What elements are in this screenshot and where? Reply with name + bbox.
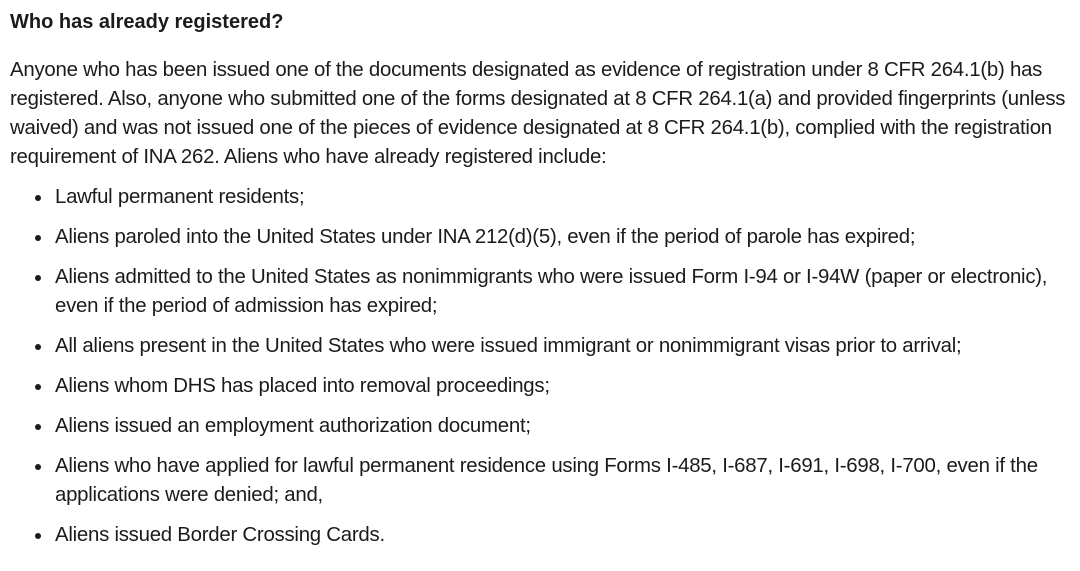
list-item: Aliens who have applied for lawful permanent residence using Forms I-485, I-687, I-691, I-698, I-700, even if the applications were denied; and, [55,452,1072,510]
list-item: Aliens issued an employment authorization document; [55,412,1072,441]
registered-aliens-list [10,183,1072,550]
list-item: Lawful permanent residents; [55,183,1072,212]
intro-paragraph: Anyone who has been issued one of the documents designated as evidence of registration under 8 CFR 264.1(b) has registered. Also, anyone who submitted one of the forms designated at 8 CFR 264.1(a) and provided fingerprints (unless waived) and was not issued one of the pieces of evidence designated at 8 CFR 264.1(b), complied with the registration requirement of INA 262. Aliens who have already registered include: [10,59,1066,168]
list-item: All aliens present in the United States who were issued immigrant or nonimmigrant visas prior to arrival; [55,332,1072,361]
list-item: Aliens issued Border Crossing Cards. [55,521,1072,550]
list-item: Aliens whom DHS has placed into removal proceedings; [55,372,1072,401]
section-heading: Who has already registered? [10,11,284,33]
list-item: Aliens paroled into the United States under INA 212(d)(5), even if the period of parole has expired; [55,223,1072,252]
list-item: Aliens admitted to the United States as nonimmigrants who were issued Form I-94 or I-94W (paper or electronic), even if the period of admission has expired; [55,263,1072,321]
